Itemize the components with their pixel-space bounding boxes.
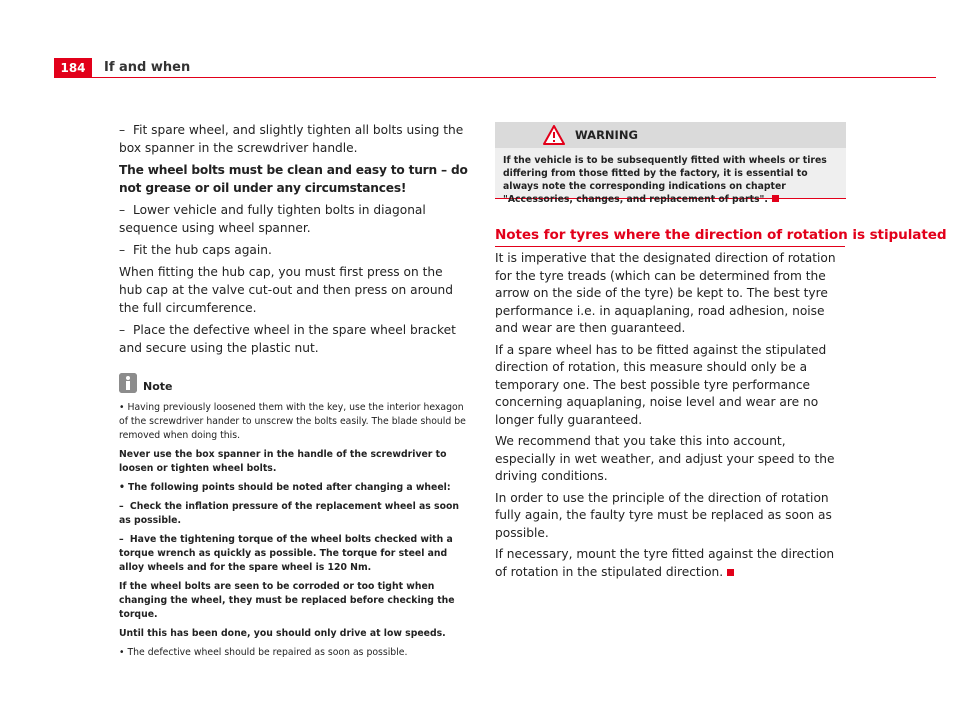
step-text: Fit spare wheel, and slightly tighten all bolts using the box spanner in the screwdriver handle.	[119, 123, 464, 155]
note-item-text: The following points should be noted after changing a wheel:	[127, 482, 451, 493]
step-dash: –	[119, 243, 126, 257]
body-paragraph: If a spare wheel has to be fitted against the stipulated direction of rotation, this measure should only be a temporary one. The best possible tyre performance concerning aquaplaning, noise level and wear are no longer fully guaranteed.	[495, 342, 827, 427]
body-paragraph: We recommend that you take this into account, especially in wet weather, and adjust your speed to the driving conditions.	[495, 434, 835, 483]
warning-body: If the vehicle is to be subsequently fitted with wheels or tires differing from those fitted by the factory, it is essential to always note the corresponding indications on chapter "Accessories, changes, and replacement of parts".	[503, 155, 827, 205]
step-stow-defective-wheel	[119, 321, 469, 357]
note-item: Until this has been done, you should only drive at low speeds.	[119, 628, 446, 639]
paragraph-text: If necessary, mount the tyre fitted against the direction of rotation in the stipulated direction.	[495, 547, 835, 579]
section-divider	[495, 246, 845, 247]
note-title: Note	[143, 379, 173, 393]
note-body	[119, 401, 469, 660]
step-text: Place the defective wheel in the spare wheel bracket and secure using the plastic nut.	[119, 323, 456, 355]
end-marker-icon	[727, 569, 734, 576]
warning-triangle-icon	[543, 125, 565, 145]
note-item: If the wheel bolts are seen to be corroded or too tight when changing the wheel, they must be replaced before checking the torque.	[119, 581, 455, 620]
note-item-text: The defective wheel should be repaired as soon as possible.	[127, 647, 408, 658]
page-number: 184	[54, 58, 92, 78]
step-text: Lower vehicle and fully tighten bolts in diagonal sequence using wheel spanner.	[119, 203, 426, 235]
header-divider	[54, 77, 936, 78]
note-item: Never use the box spanner in the handle of the screwdriver to loosen or tighten wheel bolts.	[119, 449, 447, 474]
chapter-title: If and when	[104, 60, 191, 75]
body-paragraph	[495, 546, 845, 581]
info-icon	[119, 373, 137, 393]
note-item-text: Have the tightening torque of the wheel bolts checked with a torque wrench as quickly as possible. The torque for steel and alloy wheels and for the spare wheel is 120 Nm.	[119, 534, 453, 573]
warning-title: WARNING	[575, 128, 638, 142]
note-item	[119, 533, 469, 575]
step-lower-vehicle	[119, 201, 469, 237]
step-text: Fit the hub caps again.	[133, 243, 272, 257]
warning-box	[495, 122, 846, 205]
bolt-caution: The wheel bolts must be clean and easy to turn – do not grease or oil under any circumstances!	[119, 163, 468, 195]
note-item	[119, 401, 469, 443]
note-item-text: Check the inflation pressure of the replacement wheel as soon as possible.	[119, 501, 459, 526]
end-marker-icon	[772, 195, 779, 202]
note-item	[119, 500, 469, 528]
warning-text	[495, 148, 846, 206]
note-item	[119, 481, 469, 495]
hub-cap-paragraph: When fitting the hub cap, you must first press on the hub cap at the valve cut-out and then press on around the full circumference.	[119, 265, 454, 315]
note-item-text: Having previously loosened them with the key, use the interior hexagon of the screwdriver hander to unscrew the bolts easily. The blade should be removed when doing this.	[119, 402, 466, 441]
step-dash: –	[119, 203, 126, 217]
section-heading: Notes for tyres where the direction of rotation is stipulated	[495, 227, 947, 243]
note-header	[119, 371, 469, 395]
step-fit-hub-caps	[119, 241, 469, 259]
step-dash: –	[119, 123, 126, 137]
warning-header	[495, 122, 846, 148]
right-column	[495, 250, 845, 585]
step-fit-spare-wheel	[119, 121, 469, 157]
dash: –	[119, 534, 124, 545]
bullet: •	[119, 482, 125, 493]
note-item	[119, 646, 469, 660]
dash: –	[119, 501, 124, 512]
body-paragraph: In order to use the principle of the direction of rotation fully again, the faulty tyre must be replaced as soon as possible.	[495, 490, 832, 540]
bullet: •	[119, 647, 125, 658]
step-dash: –	[119, 323, 126, 337]
body-paragraph: It is imperative that the designated direction of rotation for the tyre treads (which can be determined from the arrow on the side of the tyre) be kept to. The best tyre performance i.e. in aquaplaning, road adhesion, noise and wear are then guaranteed.	[495, 251, 836, 335]
bullet: •	[119, 402, 125, 413]
left-column	[119, 121, 469, 665]
